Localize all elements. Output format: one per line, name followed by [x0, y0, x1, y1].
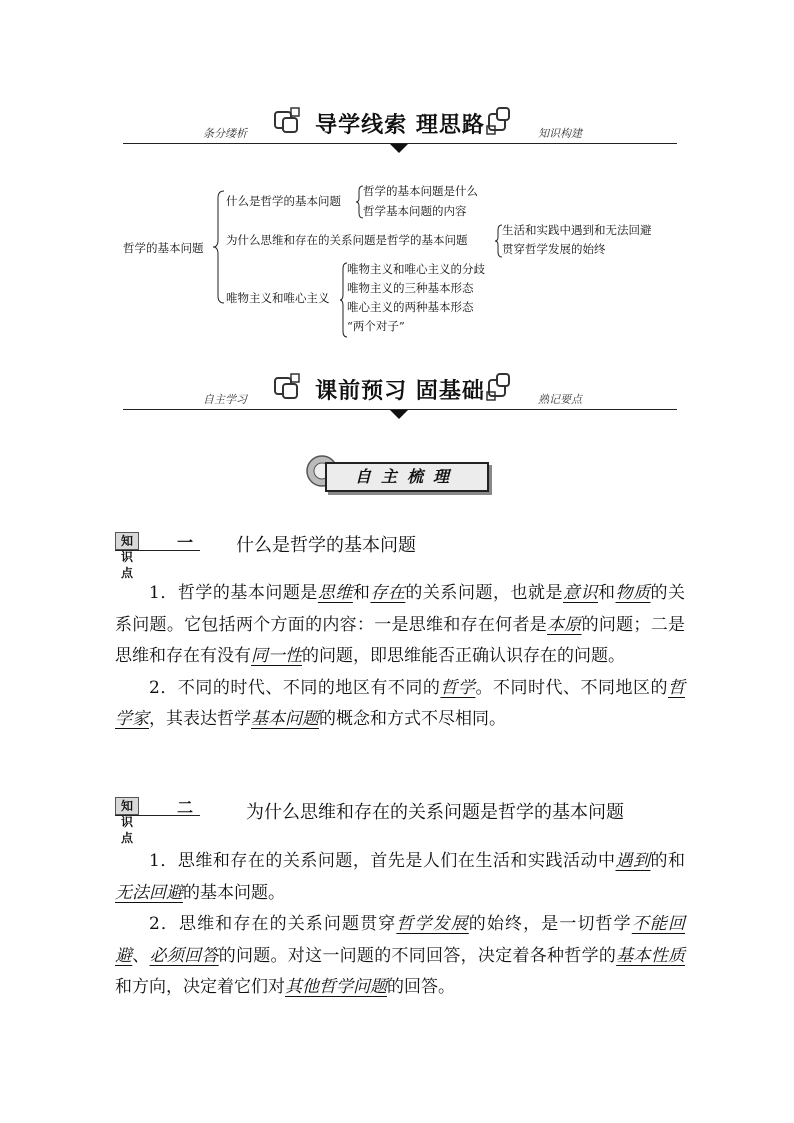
mindmap-branch2-item: 生活和实践中遇到和无法回避	[502, 223, 652, 237]
mindmap-branch1-item: 哲学的基本问题是什么	[363, 184, 478, 198]
mindmap-root: 哲学的基本问题	[123, 241, 204, 255]
banner-arrow-icon	[390, 144, 408, 153]
paragraph: 2．不同的时代、不同的地区有不同的哲学。不同时代、不同地区的哲学家，其表达哲学基本问题的概念和方式不尽相同。	[115, 677, 686, 729]
banner-left-tag: 自主学习	[203, 393, 247, 406]
paragraph: 1．思维和存在的关系问题，首先是人们在生活和实践活动中遇到的和无法回避的基本问题。	[115, 851, 686, 903]
knowledge-point-title: 什么是哲学的基本问题	[236, 535, 416, 556]
knowledge-point-title: 为什么思维和存在的关系问题是哲学的基本问题	[246, 802, 624, 823]
banner-title: 课前预习 固基础	[315, 379, 485, 404]
cube-decoration-icon	[485, 106, 515, 136]
mindmap-branch2: 为什么思维和存在的关系问题是哲学的基本问题	[226, 233, 468, 247]
paragraph: 1．哲学的基本问题是思维和存在的关系问题，也就是意识和物质的关系问题。它包括两个方面的内容：一是思维和存在何者是本原的问题；二是思维和存在有没有同一性的问题，即思维能否正确认识存在的问题。	[115, 583, 686, 666]
mindmap-branch3-item: 唯物主义和唯心主义的分歧	[347, 262, 485, 276]
knowledge-point-rule	[115, 815, 200, 816]
banner-right-tag: 熟记要点	[538, 393, 582, 406]
kp1-content	[115, 578, 685, 736]
banner-title: 导学线索 理思路	[315, 113, 485, 138]
banner-preview	[123, 370, 677, 410]
mindmap-branch3-item: “两个对子”	[347, 319, 405, 333]
knowledge-point-tag: 知识点	[115, 797, 139, 815]
knowledge-point-tag: 知识点	[115, 532, 139, 550]
brace-icon	[212, 190, 226, 305]
subsection-title: 自主梳理	[325, 462, 489, 492]
banner-left-tag: 条分缕析	[203, 127, 247, 140]
banner-arrow-icon	[390, 410, 408, 419]
subsection-badge	[305, 454, 490, 494]
banner-guide	[123, 104, 677, 144]
knowledge-point-rule	[115, 550, 200, 551]
cube-decoration-icon	[485, 372, 515, 402]
knowledge-point-number: 二	[177, 798, 194, 817]
knowledge-point-number: 一	[177, 533, 194, 552]
mindmap-branch1-item: 哲学基本问题的内容	[363, 204, 467, 218]
mindmap-branch3-item: 唯物主义的三种基本形态	[347, 281, 474, 295]
mindmap-branch3: 唯物主义和唯心主义	[226, 291, 330, 305]
mindmap-branch1: 什么是哲学的基本问题	[226, 194, 341, 208]
kp2-content	[115, 846, 685, 1004]
banner-right-tag: 知识构建	[538, 127, 582, 140]
mindmap-branch2-item: 贯穿哲学发展的始终	[502, 242, 606, 256]
paragraph: 2．思维和存在的关系问题贯穿哲学发展的始终，是一切哲学不能回避、必须回答的问题。对这一问题的不同回答，决定着各种哲学的基本性质和方向，决定着它们对其他哲学问题的回答。	[115, 914, 685, 997]
mindmap-branch3-item: 唯心主义的两种基本形态	[347, 300, 474, 314]
